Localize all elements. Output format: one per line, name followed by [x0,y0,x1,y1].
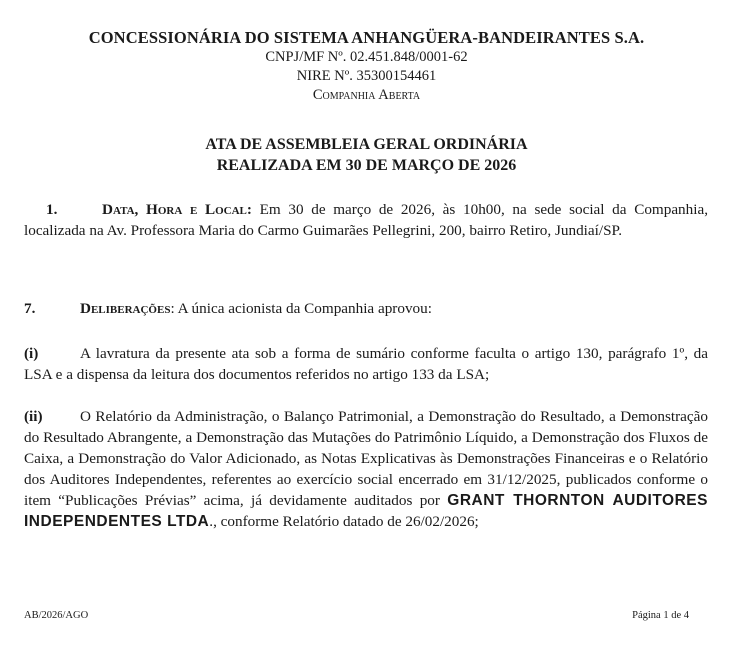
footer-page-number: Página 1 de 4 [632,610,689,621]
footer-reference: AB/2026/AGO [24,610,89,621]
item-ii [24,406,708,532]
company-name: CONCESSIONÁRIA DO SISTEMA ANHANGÜERA-BANDEIRANTES S.A. [88,28,645,47]
nire-line: NIRE Nº. 35300154461 [296,68,437,84]
item-i-text: A lavratura da presente ata sob a forma de sumário conforme faculta o artigo 130, parágrafo 1º, da LSA e a dispensa da leitura dos documentos referidos no artigo 133 da LSA; [24,345,708,383]
company-type: Companhia Aberta [312,87,421,103]
item-i-label: (i) [24,345,39,362]
section-7-heading: Deliberações [80,300,171,317]
title-line-2: REALIZADA EM 30 DE MARÇO DE 2026 [216,157,517,174]
section-7-text: : A única acionista da Companhia aprovou: [170,300,432,317]
cnpj-line: CNPJ/MF Nº. 02.451.848/0001-62 [265,49,468,65]
item-ii-text-before: O Relatório da Administração, o Balanço Patrimonial, a Demonstração do Resultado, a Demonstração do Resultado Abrangente, a Demonstração das Mutações do Patrimônio Líquido, a Demonstração dos Fluxos de Caixa, a Demonstração do Valor Adicionado, as Notas Explicativas às Demonstrações Financeiras e o Relatório dos Auditores Independentes, referentes ao exercício social encerrado em 31/12/2025, publicados conforme o item “Publicações Prévias” acima, já devidamente auditados por [24,408,708,509]
title-line-1: ATA DE ASSEMBLEIA GERAL ORDINÁRIA [205,136,528,153]
auditor-name: GRANT THORNTON AUDITORES INDEPENDENTES LTDA [24,492,708,530]
minutes-title [0,134,733,176]
section-7 [24,298,708,319]
section-1-heading: Data, Hora e Local: [102,201,252,218]
section-1 [24,199,708,241]
section-1-number: 1. [46,201,58,218]
item-i [24,343,708,385]
item-ii-label: (ii) [24,408,43,425]
section-7-number: 7. [24,300,36,317]
document-header [0,28,733,105]
item-ii-text-after: ., conforme Relatório datado de 26/02/2026; [209,513,479,530]
section-1-text: Em 30 de março de 2026, às 10h00, na sede social da Companhia, localizada na Av. Professora Maria do Carmo Guimarães Pellegrini, 200, bairro Retiro, Jundiaí/SP. [24,201,709,239]
